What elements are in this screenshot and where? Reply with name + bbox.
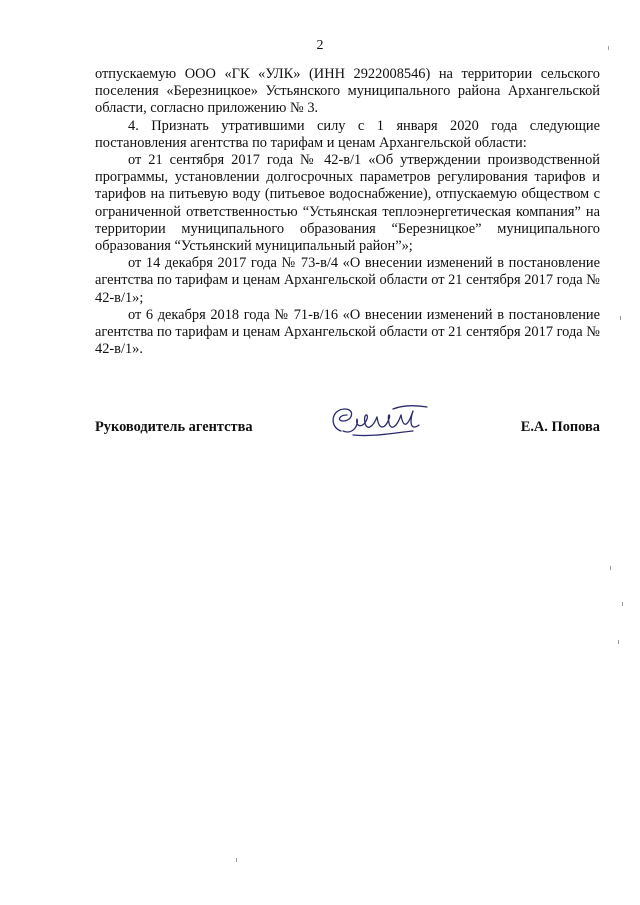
signatory-name: Е.А. Попова — [520, 419, 600, 435]
scan-speck — [620, 316, 621, 320]
scan-speck — [618, 640, 619, 644]
document-body — [95, 66, 600, 358]
paragraph-decree-71: от 6 декабря 2018 года № 71-в/16 «О внесении изменений в постановление агентства по тарифам и ценам Архангельской области от 21 сентября 2017 года № 42-в/1». — [95, 306, 600, 358]
paragraph-decree-73: от 14 декабря 2017 года № 73-в/4 «О внесении изменений в постановление агентства по тарифам и ценам Архангельской области от 21 сентября 2017 года № 42-в/1»; — [95, 255, 600, 306]
paragraph-continuation: отпускаемую ООО «ГК «УЛК» (ИНН 2922008546) на территории сельского поселения «Березницкое» Устьянского муниципального района Архангельской области, согласно приложению № 3. — [95, 66, 600, 117]
scan-speck — [236, 858, 237, 862]
scan-speck — [608, 46, 609, 50]
signatory-title: Руководитель агентства — [95, 419, 253, 435]
scan-speck — [610, 566, 611, 570]
signature-block — [95, 419, 600, 443]
page-number: 2 — [316, 38, 324, 53]
scan-speck — [622, 602, 623, 606]
paragraph-item-4: 4. Признать утратившими силу с 1 января 2020 года следующие постановления агентства по тарифам и ценам Архангельской области: — [95, 117, 600, 151]
handwritten-signature — [323, 401, 433, 443]
paragraph-decree-42: от 21 сентября 2017 года № 42-в/1 «Об утверждении производственной программы, установлении долгосрочных параметров регулирования тарифов и тарифов на питьевую воду (питьевое водоснабжение), отпускаемую обществом с ограниченной ответственностью “Устьянская теплоэнергетическая компания” на территории муниципального образования “Березницкое” муниципального образования “Устьянский муниципальный район”»; — [95, 152, 600, 255]
